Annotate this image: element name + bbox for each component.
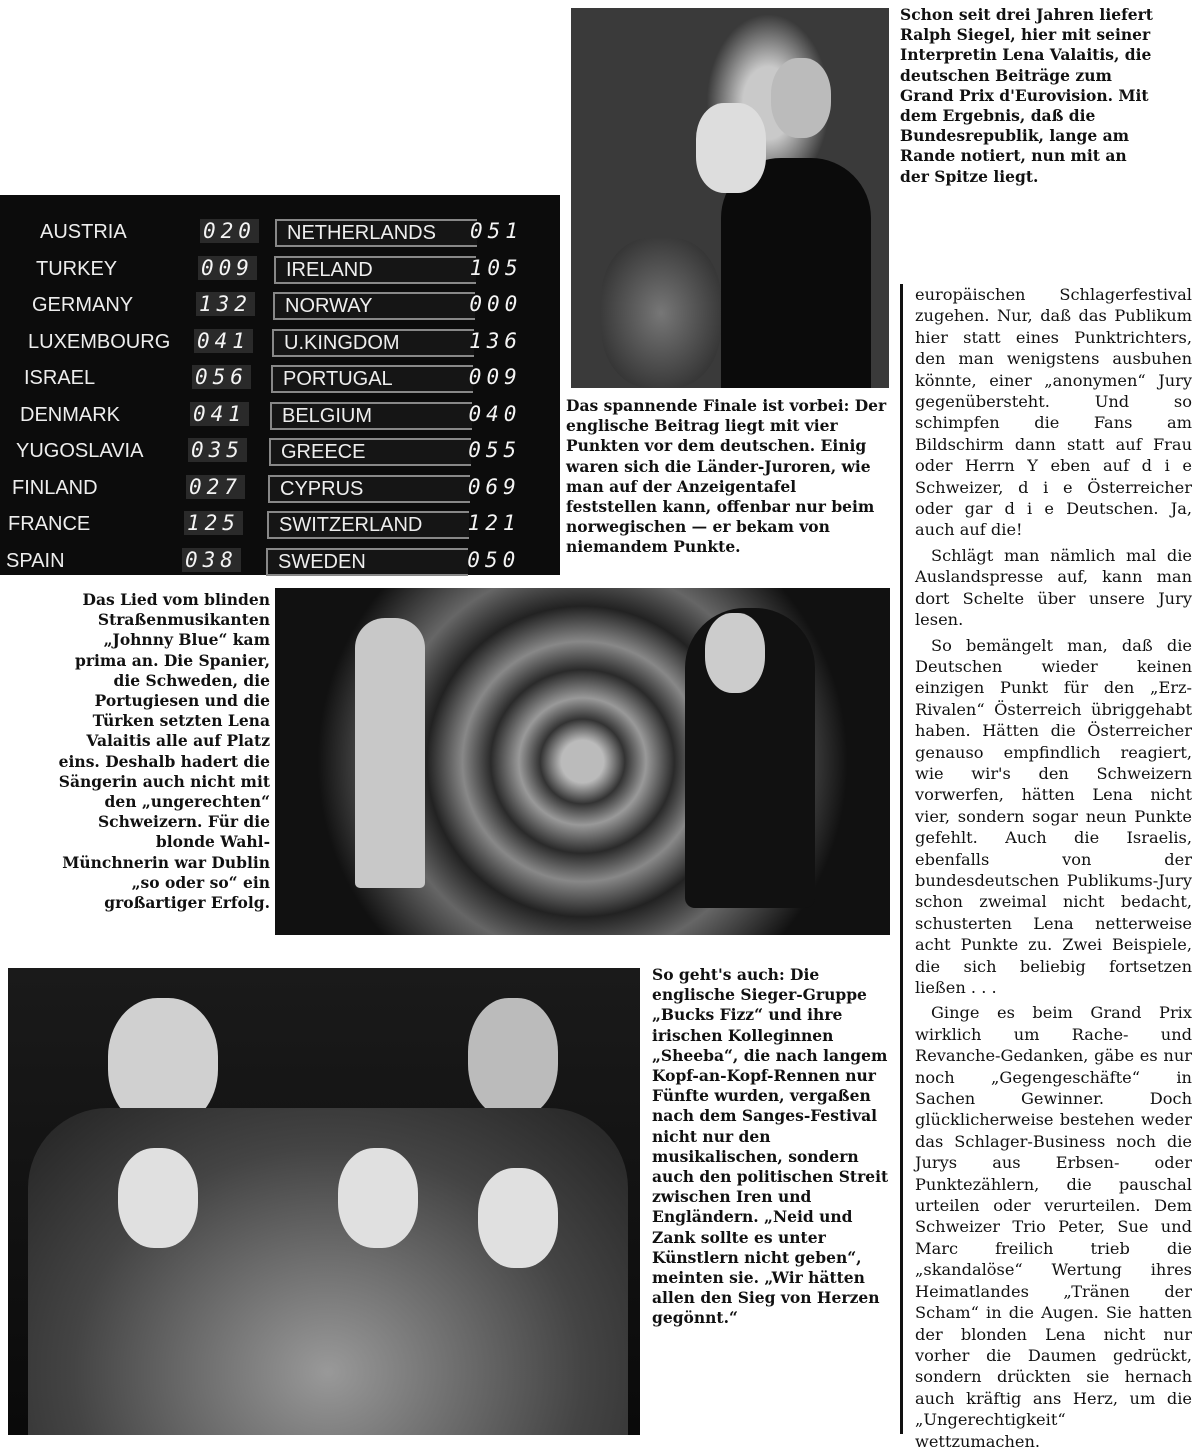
- scoreboard-points: 040: [468, 401, 522, 426]
- article-paragraph: Schlägt man nämlich mal die Auslandspresse auf, kann man dort Schelte über unsere Jury lesen.: [915, 545, 1192, 630]
- caption-bucks-fizz: So geht's auch: Die englische Sieger-Gruppe „Bucks Fizz“ und ihre irischen Kolleginnen „Sheeba“, die nach langem Kopf-an-Kopf-Rennen nur Fünfte wurden, vergaßen nach dem Sanges-Festival nicht nur den musikalischen, sondern auch den politischen Streit zwischen Iren und Engländern. „Neid und Zank sollte es unter Künstlern nicht geben“, meinten sie. „Wir hätten allen den Sieg von Herzen gegönnt.“: [652, 965, 889, 1328]
- article-paragraph: Ginge es beim Grand Prix wirklich um Rache- und Revanche-Gedanken, gäbe es nur noch „Gegengeschäfte“ in Sachen Gewinner. Doch glücklicherweise bestehen weder das Schlager-Business noch die Jurys aus Erbsen- oder Punktezählern, die pauschal urteilen oder verurteilen. Dem Schweizer Trio Peter, Sue und Marc freilich trieb die „skandalöse“ Wertung ihres Heimatlandes „Tränen der Scham“ in die Augen. Sie hatten der blonden Lena nicht nur vorher die Daumen gedrückt, sondern drückten sie hernach auch kräftig ans Herz, um die „Ungerechtigkeit“ wettzumachen.: [915, 1003, 1192, 1451]
- scoreboard-country: SWITZERLAND: [267, 511, 469, 539]
- scoreboard-country: FINLAND: [12, 476, 98, 499]
- scoreboard-row: [0, 473, 560, 507]
- scoreboard-row: [0, 327, 560, 361]
- scoreboard-country: CYPRUS: [268, 475, 470, 503]
- scoreboard-points: 038: [182, 548, 241, 572]
- scoreboard-row: [0, 290, 560, 324]
- scoreboard-row: [0, 254, 560, 288]
- scoreboard-points: 055: [468, 438, 522, 462]
- scoreboard-country: NETHERLANDS: [275, 219, 477, 247]
- article-paragraph: europäischen Schlagerfestival zugehen. Nur, daß das Publikum hier statt eines Punktrichters, den man wenigstens ausbuhen könnte, einer „anonymen“ Jury gegenübersteht. Und so schimpfen die Fans am Bildschirm dann statt auf Frau oder Herrn Y eben auf d i e Schweizer, d i e Österreicher oder gar d i e Deutschen. Ja, auch auf die!: [915, 285, 1192, 540]
- scoreboard-photo: [0, 195, 560, 575]
- scoreboard-row: [0, 509, 560, 543]
- photo-stage-performance: [275, 588, 890, 935]
- scoreboard-country: IRELAND: [274, 256, 476, 284]
- scoreboard-points: 000: [469, 292, 523, 316]
- scoreboard-points: 051: [470, 219, 523, 243]
- scoreboard-points: 009: [468, 365, 522, 389]
- scoreboard-row: [0, 546, 560, 580]
- scoreboard-points: 050: [467, 547, 521, 572]
- scoreboard-country: SWEDEN: [266, 548, 468, 576]
- caption-finale: Das spannende Finale ist vorbei: Der englische Beitrag liegt mit vier Punkten vor dem deutschen. Einig waren sich die Länder-Juroren, wie man auf der Anzeigentafel feststellen kann, offenbar nur beim norwegischen — er bekam von niemandem Punkte.: [566, 396, 887, 557]
- scoreboard-country: SPAIN: [6, 549, 65, 572]
- scoreboard-country: GREECE: [269, 438, 471, 466]
- scoreboard-country: AUSTRIA: [40, 221, 127, 243]
- scoreboard-country: PORTUGAL: [271, 365, 473, 393]
- scoreboard-country: LUXEMBOURG: [28, 330, 171, 353]
- photo-siegel-valaitis: [571, 8, 889, 388]
- article-paragraph: So bemängelt man, daß die Deutschen wieder keinen einzigen Punkt für den „Erz-Rivalen“ Österreich übriggehabt haben. Hätten die Österreicher genauso empfindlich reagiert, wie wir's den Schweizern vorwerfen, hätten Lena nicht vier, sondern sogar neun Punkte gefehlt. Auch die Israelis, ebenfalls von der bundesdeutschen Publikums-Jury schon zweimal nicht bedacht, schusterten Lena netterweise acht Punkte zu. Zwei Beispiele, die sich beliebig fortsetzen ließen . . .: [915, 635, 1192, 997]
- scoreboard-points: 056: [192, 365, 251, 389]
- caption-johnny-blue: Das Lied vom blinden Straßenmusikanten „Johnny Blue“ kam prima an. Die Spanier, die Schweden, die Portugiesen und die Türken setzten Lena Valaitis alle auf Platz eins. Deshalb hadert die Sängerin auch nicht mit den „ungerechten“ Schweizern. Für die blonde Wahl-Münchnerin war Dublin „so oder so“ ein großartiger Erfolg.: [58, 590, 270, 913]
- scoreboard-country: BELGIUM: [270, 402, 472, 430]
- scoreboard-points: 009: [198, 256, 257, 280]
- scoreboard-country: NORWAY: [273, 292, 475, 320]
- scoreboard-points: 132: [196, 292, 255, 316]
- scoreboard-row: [0, 217, 560, 251]
- article-body: [900, 284, 1192, 1451]
- scoreboard-country: U.KINGDOM: [272, 329, 474, 357]
- scoreboard-points: 125: [184, 511, 243, 535]
- caption-siegel: Schon seit drei Jahren liefert Ralph Siegel, hier mit seiner Interpretin Lena Valaitis, die deutschen Beiträge zum Grand Prix d'Eurovision. Mit dem Ergebnis, daß die Bundesrepublik, lange am Rande notiert, nun mit an der Spitze liegt.: [900, 5, 1153, 186]
- scoreboard-country: ISRAEL: [24, 367, 96, 389]
- scoreboard-country: TURKEY: [36, 257, 118, 280]
- scoreboard-country: GERMANY: [32, 294, 134, 316]
- scoreboard-country: DENMARK: [20, 403, 121, 426]
- scoreboard-points: 035: [188, 438, 247, 462]
- scoreboard-country: FRANCE: [8, 513, 91, 535]
- scoreboard-points: 105: [469, 255, 523, 280]
- scoreboard-country: YUGOSLAVIA: [16, 440, 144, 462]
- photo-bucks-fizz-sheeba: [8, 968, 640, 1435]
- scoreboard-points: 069: [467, 474, 521, 499]
- scoreboard-points: 136: [469, 328, 523, 353]
- scoreboard-row: [0, 400, 560, 434]
- scoreboard-points: 041: [190, 402, 249, 426]
- scoreboard-points: 020: [200, 219, 259, 243]
- scoreboard-row: [0, 436, 560, 470]
- scoreboard-points: 027: [186, 475, 245, 499]
- scoreboard-row: [0, 363, 560, 397]
- scoreboard-points: 121: [467, 511, 521, 535]
- scoreboard-points: 041: [194, 329, 253, 353]
